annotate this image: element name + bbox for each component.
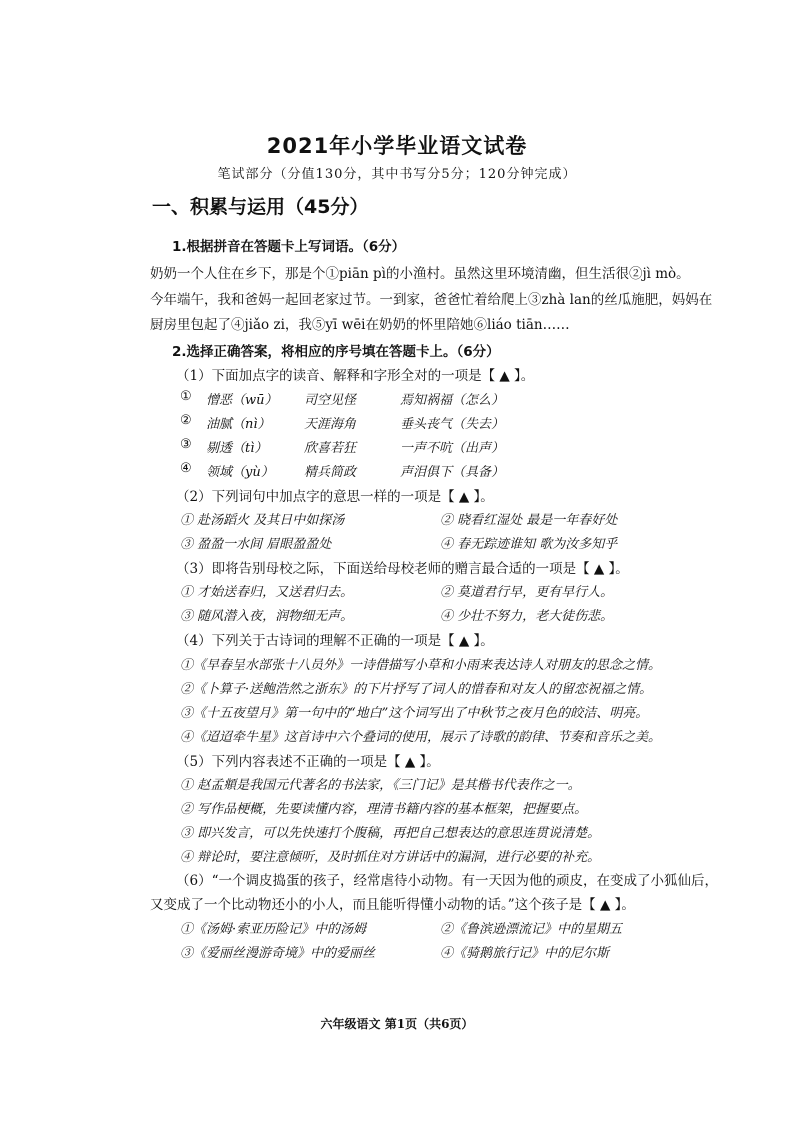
option-item: ③《十五夜望月》第一句中的“地白”这个词写出了中秋节之夜月色的皎洁、明亮。 xyxy=(180,706,649,721)
option-item: ③ 盈盈一水间 眉眼盈盈处 xyxy=(180,537,332,552)
option-cell: 剔透（tì） xyxy=(206,441,268,456)
option-item: ①《早春呈水部张十八员外》一诗借描写小草和小雨来表达诗人对朋友的思念之情。 xyxy=(180,658,662,673)
page-footer: 六年级语文 第1页（共6页） xyxy=(320,1017,474,1031)
option-item: ② 写作品梗概，先要读懂内容，理清书籍内容的基本框架，把握要点。 xyxy=(180,802,588,817)
page-subtitle: 笔试部分（分值130分，其中书写分5分；120分钟完成） xyxy=(217,167,577,182)
option-number: ④ xyxy=(180,461,192,476)
question-1-text-line: 今年端午，我和爸妈一起回老家过节。一到家，爸爸忙着给爬上③zhà lan的丝瓜施肥，妈妈在 xyxy=(150,292,713,308)
option-item: ③《爱丽丝漫游奇境》中的爱丽丝 xyxy=(180,946,376,961)
option-number: ② xyxy=(180,413,192,428)
option-item: ② 莫道君行早，更有早行人。 xyxy=(440,585,614,600)
option-cell: 焉知祸福（怎么） xyxy=(400,393,505,408)
option-item: ④ 春无踪迹谁知 歌为汝多知乎 xyxy=(440,537,618,552)
option-cell: 天涯海角 xyxy=(304,417,357,432)
sub-question-prompt: （1）下面加点字的读音、解释和字形全对的一项是【 ▲ 】。 xyxy=(176,368,535,384)
option-cell: 欣喜若狂 xyxy=(304,441,357,456)
option-item: ② 晓看红湿处 最是一年春好处 xyxy=(440,513,618,528)
option-number: ① xyxy=(180,389,192,404)
sub-question-prompt: （6）“一个调皮捣蛋的孩子，经常虐待小动物。有一天因为他的顽皮，在变成了小狐仙后， xyxy=(176,873,718,889)
option-cell: 油腻（nì） xyxy=(206,417,271,432)
option-cell: 垂头丧气（失去） xyxy=(400,417,505,432)
option-item: ④《迢迢牵牛星》这首诗中六个叠词的使用，展示了诗歌的韵律、节奏和音乐之美。 xyxy=(180,730,662,745)
option-item: ④ 辩论时，要注意倾听，及时抓住对方讲话中的漏洞，进行必要的补充。 xyxy=(180,850,601,865)
section-heading: 一、积累与运用（45分） xyxy=(152,196,369,218)
option-item: ②《卜算子·送鲍浩然之浙东》的下片抒写了词人的惜春和对友人的留恋祝福之情。 xyxy=(180,682,653,697)
question-1-text-line: 厨房里包起了④jiǎo zi，我⑤yī wēi在奶奶的怀里陪她⑥liáo tiān…… xyxy=(150,317,570,333)
option-cell: 领域（yù） xyxy=(206,465,274,480)
question-1-heading: 1.根据拼音在答题卡上写词语。（6分） xyxy=(172,239,406,255)
option-item: ④《骑鹅旅行记》中的尼尔斯 xyxy=(440,946,610,961)
sub-question-prompt: 又变成了一个比动物还小的小人，而且能听得懂小动物的话。”这个孩子是【 ▲ 】。 xyxy=(150,897,635,913)
sub-question-prompt: （5）下列内容表述不正确的一项是【 ▲ 】。 xyxy=(176,754,440,770)
option-item: ③ 即兴发言，可以先快速打个腹稿，再把自己想表达的意思连贯说清楚。 xyxy=(180,826,601,841)
page-title: 2021年小学毕业语文试卷 xyxy=(266,134,528,158)
option-item: ① 赵孟頫是我国元代著名的书法家，《三门记》是其楷书代表作之一。 xyxy=(180,778,581,793)
option-item: ① 才始送春归，又送君归去。 xyxy=(180,585,354,600)
option-cell: 声泪俱下（具备） xyxy=(400,465,505,480)
question-1-text-line: 奶奶一个人住在乡下，那是个①piān pì的小渔村。虽然这里环境清幽，但生活很②jì mò。 xyxy=(150,266,690,282)
option-item: ②《鲁滨逊漂流记》中的星期五 xyxy=(440,922,623,937)
option-number: ③ xyxy=(180,437,192,452)
option-item: ① 赴汤蹈火 及其日中如探汤 xyxy=(180,513,345,528)
sub-question-prompt: （3）即将告别母校之际，下面送给母校老师的赠言最合适的一项是【 ▲ 】。 xyxy=(176,561,629,577)
option-cell: 憎恶（wū） xyxy=(206,393,278,408)
option-cell: 精兵简政 xyxy=(304,465,357,480)
sub-question-prompt: （4）下列关于古诗词的理解不正确的一项是【 ▲ 】。 xyxy=(176,633,494,649)
question-2-heading: 2.选择正确答案，将相应的序号填在答题卡上。（6分） xyxy=(172,344,500,360)
option-cell: 一声不吭（出声） xyxy=(400,441,505,456)
option-item: ①《汤姆·索亚历险记》中的汤姆 xyxy=(180,922,367,937)
option-item: ④ 少壮不努力，老大徒伤悲。 xyxy=(440,609,614,624)
sub-question-prompt: （2）下列词句中加点字的意思一样的一项是【 ▲ 】。 xyxy=(176,489,494,505)
option-cell: 司空见怪 xyxy=(304,393,357,408)
option-item: ③ 随风潜入夜，润物细无声。 xyxy=(180,609,354,624)
